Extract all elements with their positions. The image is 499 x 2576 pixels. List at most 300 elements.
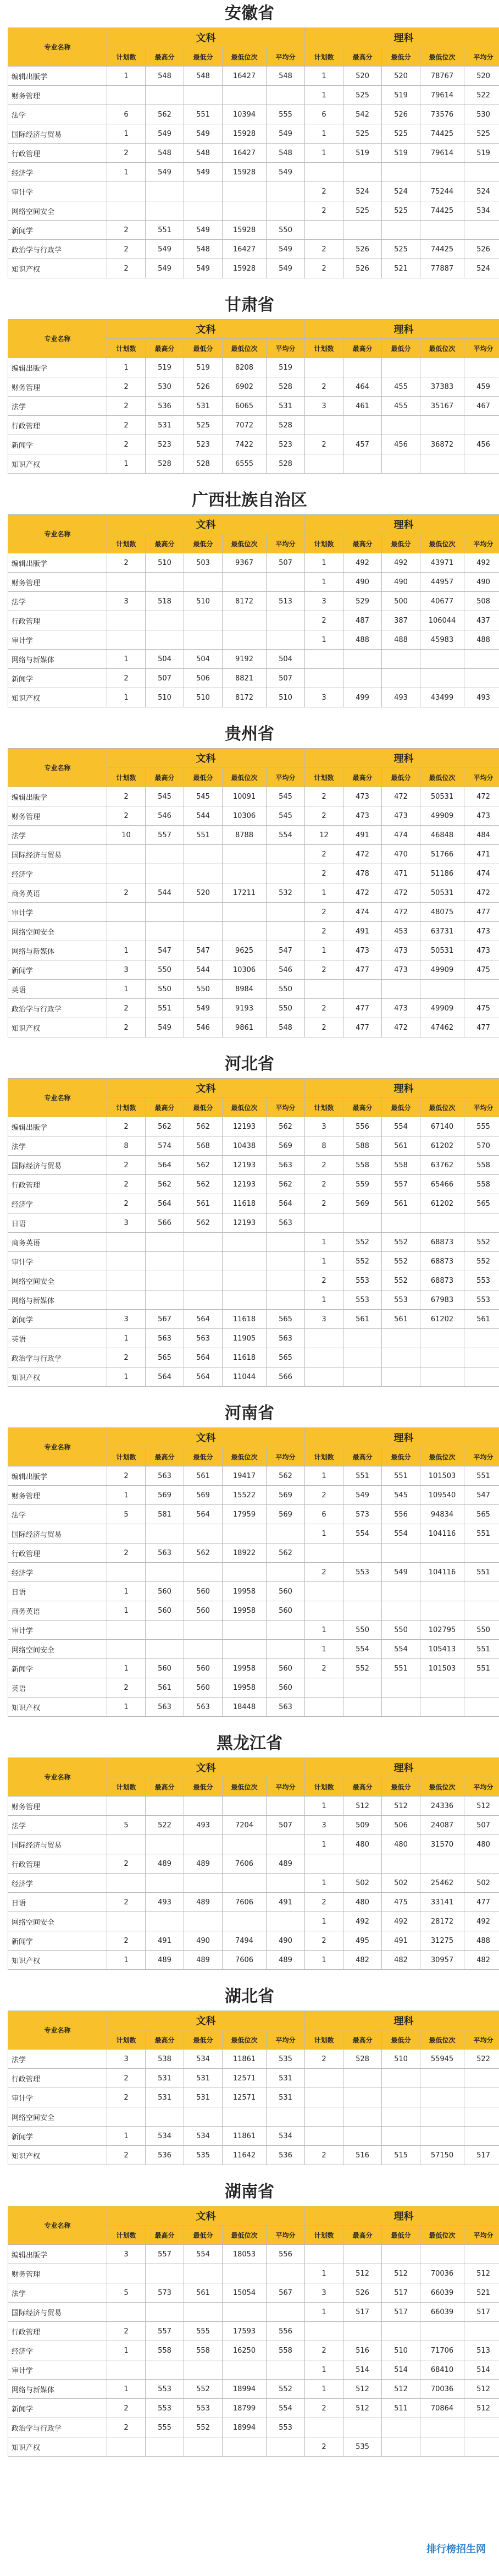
- like-cell: [382, 416, 420, 435]
- like-cell: 33141: [420, 1893, 464, 1912]
- table-row: [8, 1213, 499, 1233]
- column-header: 最高分: [146, 1777, 184, 1797]
- wenke-cell: 8984: [223, 980, 267, 999]
- like-cell: 31570: [420, 1835, 464, 1854]
- major-name-cell: 网络空间安全: [8, 201, 107, 221]
- like-cell: 50531: [420, 787, 464, 806]
- wenke-cell: [267, 864, 305, 883]
- major-name-header: 专业名称: [8, 1758, 107, 1797]
- wenke-cell: [267, 630, 305, 650]
- province-title: 甘肃省: [225, 295, 274, 315]
- wenke-cell: 2: [107, 1893, 146, 1912]
- like-cell: 31275: [420, 1931, 464, 1951]
- wenke-cell: 563: [267, 1213, 305, 1233]
- major-name-cell: 财务管理: [8, 1486, 107, 1505]
- wenke-cell: 549: [184, 999, 223, 1018]
- major-name-cell: 日语: [8, 1893, 107, 1912]
- wenke-cell: 1: [107, 67, 146, 86]
- like-cell: 528: [343, 2050, 382, 2069]
- like-cell: 551: [382, 1466, 420, 1486]
- like-cell: 477: [343, 1018, 382, 1037]
- like-cell: 488: [343, 630, 382, 650]
- wenke-cell: 18994: [223, 2380, 267, 2399]
- like-cell: [343, 358, 382, 377]
- like-cell: 1: [305, 144, 343, 163]
- table-row: [8, 240, 499, 259]
- like-cell: 472: [343, 845, 382, 864]
- like-cell: 45983: [420, 630, 464, 650]
- wenke-cell: 1: [107, 650, 146, 669]
- like-cell: 106044: [420, 611, 464, 630]
- wenke-cell: [146, 86, 184, 105]
- like-cell: [382, 454, 420, 474]
- wenke-cell: 550: [267, 980, 305, 999]
- column-header: 最低位次: [420, 534, 464, 553]
- like-cell: 456: [464, 435, 499, 454]
- wenke-cell: 1: [107, 163, 146, 182]
- like-cell: 519: [343, 144, 382, 163]
- province-section: [0, 292, 499, 474]
- wenke-cell: 551: [184, 105, 223, 124]
- wenke-cell: 545: [184, 787, 223, 806]
- like-cell: [305, 221, 343, 240]
- column-header: 平均分: [464, 1447, 499, 1466]
- wenke-cell: 510: [184, 688, 223, 707]
- like-cell: 61202: [420, 1136, 464, 1156]
- like-cell: [305, 1582, 343, 1601]
- wenke-cell: 489: [184, 1854, 223, 1874]
- like-cell: 553: [343, 1290, 382, 1310]
- like-cell: 470: [382, 845, 420, 864]
- like-cell: 471: [382, 864, 420, 883]
- like-cell: [420, 358, 464, 377]
- like-cell: 491: [382, 1931, 420, 1951]
- wenke-cell: 535: [184, 2146, 223, 2165]
- wenke-cell: 560: [267, 1678, 305, 1698]
- wenke-cell: 548: [267, 144, 305, 163]
- table-row: [8, 2069, 499, 2088]
- like-cell: 1: [305, 67, 343, 86]
- wenke-cell: 532: [267, 883, 305, 903]
- wenke-cell: 549: [267, 259, 305, 278]
- wenke-cell: 573: [146, 2283, 184, 2303]
- like-cell: [305, 2069, 343, 2088]
- like-cell: 1: [305, 2360, 343, 2380]
- like-cell: [343, 1544, 382, 1563]
- major-name-cell: 知识产权: [8, 1951, 107, 1970]
- wenke-cell: [107, 2360, 146, 2380]
- wenke-cell: [223, 864, 267, 883]
- like-cell: [464, 669, 499, 688]
- like-cell: 480: [343, 1893, 382, 1912]
- table-row: [8, 2303, 499, 2322]
- wenke-cell: [184, 1912, 223, 1931]
- like-cell: 558: [343, 1156, 382, 1175]
- wenke-cell: [146, 1563, 184, 1582]
- major-name-header: 专业名称: [8, 28, 107, 67]
- wenke-cell: 564: [184, 1348, 223, 1367]
- column-header: 最高分: [146, 1098, 184, 1117]
- major-name-cell: 审计学: [8, 1621, 107, 1640]
- like-cell: [464, 1601, 499, 1621]
- wenke-cell: [146, 903, 184, 922]
- major-name-header: 专业名称: [8, 1079, 107, 1117]
- like-cell: [382, 2088, 420, 2107]
- wenke-cell: [223, 2303, 267, 2322]
- wenke-cell: 565: [267, 1348, 305, 1367]
- wenke-cell: 567: [267, 2283, 305, 2303]
- like-cell: 1: [305, 2264, 343, 2283]
- wenke-cell: 16427: [223, 144, 267, 163]
- wenke-cell: [223, 1233, 267, 1252]
- wenke-cell: 554: [184, 2245, 223, 2264]
- wenke-cell: 564: [184, 1310, 223, 1329]
- table-row: [8, 630, 499, 650]
- wenke-cell: [107, 2437, 146, 2457]
- like-header: 理科: [305, 2206, 499, 2226]
- major-name-header: 专业名称: [8, 2011, 107, 2050]
- like-cell: [343, 2418, 382, 2437]
- wenke-cell: 548: [267, 67, 305, 86]
- wenke-cell: 1: [107, 1329, 146, 1348]
- wenke-cell: 523: [267, 435, 305, 454]
- admission-table: [8, 2206, 499, 2457]
- table-row: [8, 2264, 499, 2283]
- like-cell: [382, 1367, 420, 1387]
- like-cell: 1: [305, 1290, 343, 1310]
- like-cell: 36872: [420, 435, 464, 454]
- like-cell: 529: [343, 592, 382, 611]
- like-cell: [464, 2127, 499, 2146]
- like-cell: 74425: [420, 124, 464, 144]
- like-cell: [420, 1601, 464, 1621]
- wenke-header: 文科: [107, 1079, 305, 1098]
- wenke-cell: [107, 2303, 146, 2322]
- table-row: [8, 1544, 499, 1563]
- wenke-cell: 7606: [223, 1893, 267, 1912]
- column-header: 计划数: [107, 2030, 146, 2050]
- wenke-cell: 10306: [223, 806, 267, 826]
- wenke-cell: 562: [184, 1175, 223, 1194]
- like-cell: 1: [305, 883, 343, 903]
- like-cell: 502: [343, 1874, 382, 1893]
- wenke-cell: 17959: [223, 1505, 267, 1524]
- column-header: 最低分: [184, 1777, 223, 1797]
- wenke-cell: [107, 845, 146, 864]
- like-cell: 512: [382, 2380, 420, 2399]
- like-cell: 493: [382, 688, 420, 707]
- wenke-cell: [223, 1563, 267, 1582]
- like-cell: [464, 2245, 499, 2264]
- wenke-cell: 518: [146, 592, 184, 611]
- table-row: [8, 1640, 499, 1659]
- like-cell: 477: [464, 903, 499, 922]
- wenke-cell: 564: [184, 1367, 223, 1387]
- wenke-cell: 552: [184, 2380, 223, 2399]
- major-name-cell: 经济学: [8, 1563, 107, 1582]
- wenke-cell: 510: [267, 688, 305, 707]
- major-name-cell: 英语: [8, 980, 107, 999]
- table-row: [8, 2088, 499, 2107]
- like-cell: 472: [382, 787, 420, 806]
- table-row: [8, 1874, 499, 1893]
- like-cell: 2: [305, 999, 343, 1018]
- wenke-cell: 562: [267, 1466, 305, 1486]
- like-cell: [382, 1678, 420, 1698]
- table-row: [8, 2146, 499, 2165]
- wenke-cell: 1: [107, 1659, 146, 1678]
- column-header: 计划数: [107, 1447, 146, 1466]
- wenke-cell: [146, 611, 184, 630]
- column-header: 平均分: [267, 1098, 305, 1117]
- wenke-header: 文科: [107, 28, 305, 47]
- wenke-cell: 11618: [223, 1194, 267, 1213]
- like-cell: 526: [343, 2283, 382, 2303]
- wenke-cell: 2: [107, 1194, 146, 1213]
- like-cell: [343, 1582, 382, 1601]
- like-cell: 525: [343, 86, 382, 105]
- like-cell: 487: [343, 611, 382, 630]
- like-cell: [305, 454, 343, 474]
- like-cell: 525: [343, 201, 382, 221]
- like-cell: [343, 1213, 382, 1233]
- like-cell: 551: [464, 1524, 499, 1544]
- like-cell: [382, 1544, 420, 1563]
- like-cell: 2: [305, 1486, 343, 1505]
- like-cell: [464, 1698, 499, 1717]
- like-cell: 524: [464, 182, 499, 201]
- column-header: 最低分: [184, 2030, 223, 2050]
- wenke-cell: 3: [107, 960, 146, 980]
- column-header: 最高分: [343, 339, 382, 358]
- wenke-cell: 491: [146, 1931, 184, 1951]
- table-row: [8, 1854, 499, 1874]
- wenke-cell: 547: [146, 941, 184, 960]
- province-section: [0, 1730, 499, 1970]
- like-cell: 516: [343, 2146, 382, 2165]
- wenke-cell: 8788: [223, 826, 267, 845]
- major-name-header: 专业名称: [8, 2206, 107, 2245]
- like-cell: 73576: [420, 105, 464, 124]
- wenke-cell: 549: [146, 1018, 184, 1037]
- wenke-cell: 560: [184, 1678, 223, 1698]
- wenke-cell: 560: [267, 1582, 305, 1601]
- column-header: 最低分: [382, 768, 420, 787]
- wenke-cell: 569: [267, 1136, 305, 1156]
- wenke-cell: 7494: [223, 1931, 267, 1951]
- wenke-cell: 545: [267, 787, 305, 806]
- like-cell: 49909: [420, 806, 464, 826]
- wenke-cell: 12193: [223, 1117, 267, 1136]
- like-cell: 2: [305, 903, 343, 922]
- wenke-cell: 551: [146, 221, 184, 240]
- wenke-cell: [146, 2360, 184, 2380]
- wenke-cell: 7422: [223, 435, 267, 454]
- wenke-cell: 519: [184, 358, 223, 377]
- like-cell: 517: [464, 2303, 499, 2322]
- wenke-cell: 550: [267, 999, 305, 1018]
- wenke-cell: 562: [184, 1213, 223, 1233]
- like-header: 理科: [305, 1428, 499, 1447]
- table-row: [8, 1912, 499, 1931]
- like-cell: 506: [382, 1816, 420, 1835]
- like-cell: [382, 2322, 420, 2341]
- table-row: [8, 1367, 499, 1387]
- like-cell: [305, 1367, 343, 1387]
- wenke-cell: 560: [146, 1601, 184, 1621]
- wenke-cell: [146, 1797, 184, 1816]
- major-name-cell: 政治学与行政学: [8, 999, 107, 1018]
- wenke-cell: [267, 1874, 305, 1893]
- wenke-cell: 569: [267, 1505, 305, 1524]
- like-cell: 1: [305, 1797, 343, 1816]
- wenke-cell: 2: [107, 397, 146, 416]
- like-cell: [382, 2069, 420, 2088]
- like-cell: 492: [464, 553, 499, 573]
- column-header: 最低位次: [420, 768, 464, 787]
- like-cell: [464, 1678, 499, 1698]
- wenke-cell: 15928: [223, 124, 267, 144]
- like-cell: [420, 1544, 464, 1563]
- like-cell: 500: [382, 592, 420, 611]
- table-row: [8, 2127, 499, 2146]
- wenke-cell: 525: [184, 416, 223, 435]
- like-cell: 551: [464, 1466, 499, 1486]
- wenke-cell: 556: [267, 2245, 305, 2264]
- like-cell: 1: [305, 1252, 343, 1271]
- column-header: 计划数: [305, 2030, 343, 2050]
- like-cell: 1: [305, 1640, 343, 1659]
- like-cell: [382, 2127, 420, 2146]
- like-cell: [305, 1213, 343, 1233]
- column-header: 最低分: [382, 47, 420, 67]
- column-header: 最高分: [146, 47, 184, 67]
- like-cell: [305, 1854, 343, 1874]
- like-cell: [420, 1582, 464, 1601]
- like-cell: 1: [305, 573, 343, 592]
- like-cell: 517: [382, 2283, 420, 2303]
- table-row: [8, 1466, 499, 1486]
- major-name-cell: 英语: [8, 1678, 107, 1698]
- column-header: 最高分: [343, 768, 382, 787]
- wenke-cell: 2: [107, 553, 146, 573]
- wenke-cell: 528: [146, 454, 184, 474]
- wenke-header: 文科: [107, 1758, 305, 1777]
- wenke-cell: [184, 2360, 223, 2380]
- like-cell: [420, 1329, 464, 1348]
- like-cell: 65466: [420, 1175, 464, 1194]
- like-cell: [464, 2322, 499, 2341]
- major-name-cell: 财务管理: [8, 377, 107, 397]
- wenke-cell: 531: [146, 2088, 184, 2107]
- wenke-cell: 531: [267, 2088, 305, 2107]
- like-cell: [343, 1348, 382, 1367]
- column-header: 最高分: [146, 339, 184, 358]
- like-cell: 549: [343, 1486, 382, 1505]
- wenke-cell: 3: [107, 592, 146, 611]
- wenke-cell: [146, 1271, 184, 1290]
- column-header: 最高分: [146, 768, 184, 787]
- table-row: [8, 1310, 499, 1329]
- major-name-cell: 编辑出版学: [8, 358, 107, 377]
- like-cell: 512: [382, 1797, 420, 1816]
- table-row: [8, 1233, 499, 1252]
- wenke-cell: 535: [267, 2050, 305, 2069]
- like-cell: [305, 2418, 343, 2437]
- wenke-cell: 549: [267, 163, 305, 182]
- table-row: [8, 883, 499, 903]
- wenke-cell: 1: [107, 2341, 146, 2360]
- wenke-cell: 8821: [223, 669, 267, 688]
- like-cell: 70864: [420, 2399, 464, 2418]
- table-row: [8, 377, 499, 397]
- like-cell: 2: [305, 960, 343, 980]
- wenke-cell: 1: [107, 941, 146, 960]
- major-name-cell: 法学: [8, 826, 107, 845]
- wenke-cell: 550: [146, 980, 184, 999]
- wenke-cell: [146, 182, 184, 201]
- like-cell: [382, 650, 420, 669]
- wenke-cell: 554: [267, 2399, 305, 2418]
- wenke-cell: [223, 1524, 267, 1544]
- major-name-cell: 法学: [8, 2283, 107, 2303]
- like-cell: 2: [305, 2341, 343, 2360]
- like-cell: [305, 163, 343, 182]
- wenke-cell: [184, 1233, 223, 1252]
- wenke-cell: 568: [184, 1136, 223, 1156]
- wenke-cell: 12193: [223, 1156, 267, 1175]
- table-row: [8, 67, 499, 86]
- like-cell: 525: [464, 124, 499, 144]
- wenke-cell: 19958: [223, 1678, 267, 1698]
- like-cell: 456: [382, 435, 420, 454]
- like-cell: 25462: [420, 1874, 464, 1893]
- like-cell: 467: [464, 397, 499, 416]
- like-cell: 68873: [420, 1233, 464, 1252]
- major-name-cell: 审计学: [8, 1252, 107, 1271]
- like-cell: 49909: [420, 960, 464, 980]
- wenke-cell: 519: [146, 358, 184, 377]
- wenke-cell: [223, 86, 267, 105]
- wenke-cell: [184, 2264, 223, 2283]
- wenke-cell: 9625: [223, 941, 267, 960]
- table-row: [8, 1835, 499, 1854]
- province-section: [0, 1983, 499, 2165]
- like-cell: 74425: [420, 240, 464, 259]
- province-section: [0, 1400, 499, 1717]
- table-row: [8, 2437, 499, 2457]
- like-cell: 1: [305, 1466, 343, 1486]
- column-header: 最低位次: [420, 1447, 464, 1466]
- like-cell: 79614: [420, 86, 464, 105]
- wenke-cell: [146, 1524, 184, 1544]
- major-name-cell: 新闻学: [8, 2399, 107, 2418]
- admission-table: [8, 748, 499, 1037]
- like-cell: [420, 416, 464, 435]
- column-header: 最高分: [146, 534, 184, 553]
- table-row: [8, 611, 499, 630]
- wenke-cell: [146, 1835, 184, 1854]
- wenke-cell: [107, 922, 146, 941]
- like-cell: [420, 2107, 464, 2127]
- like-cell: 6: [305, 105, 343, 124]
- major-name-cell: 法学: [8, 1505, 107, 1524]
- like-cell: 71706: [420, 2341, 464, 2360]
- wenke-cell: 1: [107, 2380, 146, 2399]
- like-cell: 472: [382, 903, 420, 922]
- table-row: [8, 941, 499, 960]
- like-cell: [343, 2069, 382, 2088]
